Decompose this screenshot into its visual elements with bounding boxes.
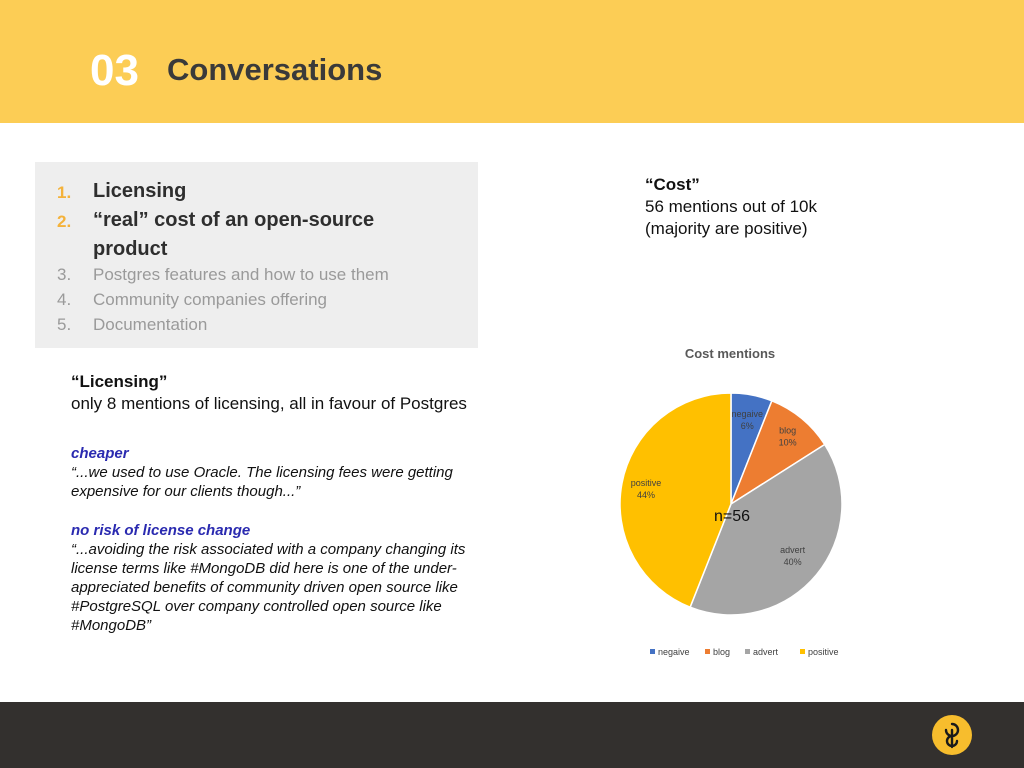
legend-swatch-blog: [705, 649, 710, 654]
agenda-item-label: Community companies offering: [93, 290, 328, 309]
slice-pct-negaive: 6%: [740, 420, 754, 431]
quote-line: #MongoDB”: [71, 617, 152, 634]
licensing-line-1: only 8 mentions of licensing, all in favour of Postgres: [71, 394, 467, 413]
cost-heading: “Cost”: [645, 175, 700, 194]
legend-label-blog: blog: [713, 647, 731, 657]
slice-label-negaive: negaive: [731, 408, 763, 419]
page-title: Conversations: [167, 52, 383, 87]
agenda-item-number: 3.: [57, 265, 72, 284]
agenda-item-number: 5.: [57, 315, 72, 334]
quote-line: “...we used to use Oracle. The licensing fees were getting: [71, 464, 453, 481]
elephant-logo-icon: [932, 715, 972, 755]
legend-label-negaive: negaive: [658, 647, 690, 657]
quote-line: #PostgreSQL over company controlled open source like: [71, 598, 442, 615]
agenda-item-label: Postgres features and how to use them: [93, 265, 389, 284]
cost-line-1: 56 mentions out of 10k: [645, 197, 818, 216]
legend-swatch-negaive: [650, 649, 655, 654]
agenda-item-label-cont: product: [93, 238, 168, 260]
slice-pct-positive: 44%: [636, 489, 655, 500]
cost-line-2: (majority are positive): [645, 219, 808, 238]
slice-label-positive: positive: [630, 477, 662, 488]
slice-pct-advert: 40%: [783, 556, 802, 567]
cost-mentions-chart: [600, 338, 860, 668]
agenda-item-label: “real” cost of an open-source: [93, 209, 375, 231]
quote-line: “...avoiding the risk associated with a company changing its: [71, 541, 466, 558]
agenda-item-number: 2.: [57, 212, 72, 231]
legend-swatch-advert: [745, 649, 750, 654]
quote-line: appreciated benefits of community driven open source like: [71, 579, 458, 596]
legend-swatch-positive: [800, 649, 805, 654]
quote-title: no risk of license change: [71, 522, 251, 539]
licensing-summary: [71, 371, 467, 415]
section-number: 03: [90, 46, 139, 95]
agenda-item-label: Documentation: [93, 315, 208, 334]
pie-chart-svg: [600, 338, 860, 668]
slice-label-advert: advert: [780, 544, 806, 555]
slice-label-blog: blog: [779, 425, 797, 436]
cost-summary: [645, 174, 817, 240]
quote-line: expensive for our clients though...”: [71, 483, 301, 500]
quote-cheaper: [71, 444, 521, 501]
legend-label-positive: positive: [808, 647, 839, 657]
agenda-item-label: Licensing: [93, 180, 187, 202]
chart-title: Cost mentions: [684, 346, 776, 361]
agenda-item-number: 4.: [57, 290, 72, 309]
agenda-box: [35, 162, 478, 348]
licensing-heading: “Licensing”: [71, 372, 168, 391]
legend-label-advert: advert: [753, 647, 779, 657]
header-bar: [0, 0, 1024, 123]
quote-line: license terms like #MongoDB did here is one of the under-: [71, 560, 457, 577]
agenda-item-number: 1.: [57, 183, 72, 202]
chart-annotation: n=56: [713, 508, 751, 525]
quote-title: cheaper: [71, 445, 129, 462]
footer-bar: [0, 702, 1024, 768]
slice-pct-blog: 10%: [778, 437, 797, 448]
quote-no-risk: [71, 521, 521, 635]
